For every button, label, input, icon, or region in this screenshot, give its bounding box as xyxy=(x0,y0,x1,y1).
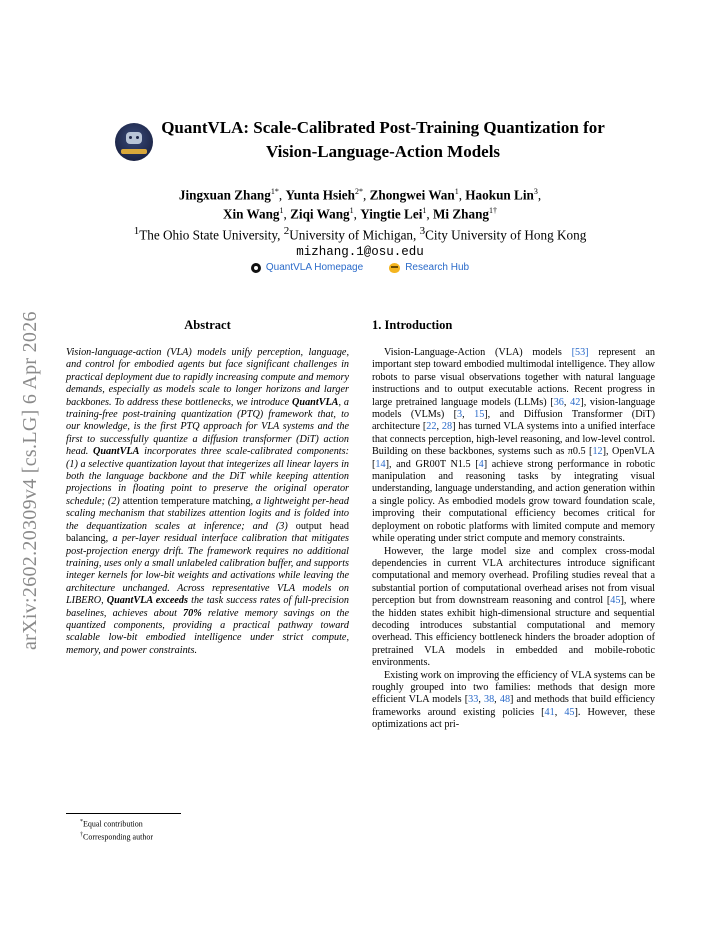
affiliation-mark: 1 xyxy=(133,224,140,237)
paragraph-text: ] and methods that build efficiency frameworks around existing policies [ xyxy=(372,694,656,718)
abstract-text: , a training-free post-training quantization (PTQ) framework that, to our knowledge, is the first PTQ approach for VLA systems and the first to successfully quantize a diffusion transformer (DiT) action head. xyxy=(66,396,349,458)
left-column xyxy=(66,317,349,657)
github-icon xyxy=(251,263,261,273)
paragraph-text: ]. However, these optimizations act pri- xyxy=(372,706,655,731)
footnote-mark: † xyxy=(80,832,83,839)
footnote-text: Equal contribution xyxy=(83,819,143,829)
paragraph-text: ] achieve strong performance in robotic manipulation and reasoning tasks by integrating visual understanding, language understanding, and action generation within a single policy. As embodied models grow toward foundation scale, improving their computational efficiency becomes critical for deployment on robotic platforms with limited compute and memory while operating under strict compute and memory constraints. xyxy=(372,458,656,545)
abstract-text: relative memory savings on the quantized components, providing a practical pathway toward scalable low-bit embodied intelligence under strict compute, memory, and power constraints. xyxy=(66,607,349,656)
paragraph-text: represent an important step toward embodied multimodal intelligence. They allow robots to parse visual observations together with natural language instructions and to output executable actions. Recent progress in large pretrained language models (LLMs) [ xyxy=(372,347,655,408)
arxiv-sidebar xyxy=(10,265,50,650)
paragraph-text: , xyxy=(563,396,571,408)
affiliations: $^1$The Ohio State University, $^2$University of Michigan, $^3$City University of Hong Kong xyxy=(133,224,587,243)
author-name: Yunta Hsieh xyxy=(285,187,355,203)
citation-link[interactable]: 3 xyxy=(457,409,463,421)
paragraph-text: , xyxy=(554,706,565,718)
abstract-text: QuantVLA xyxy=(292,396,339,408)
paragraph-text: ], and GR00T N1.5 [ xyxy=(385,458,479,470)
citation-link[interactable]: 42 xyxy=(570,396,581,408)
author-list xyxy=(60,184,660,223)
citation-link[interactable]: 33 xyxy=(468,694,479,706)
author-affiliation-mark: 1 xyxy=(349,206,354,216)
author-name: Ziqi Wang xyxy=(290,206,350,222)
footnote xyxy=(66,817,349,830)
abstract-text: , a per-layer residual interface calibration that mitigates post-projection energy drift. The framework requires no additional training, uses only a small unlabeled calibration buffer, and supports integer kernels for low-bit weights and activations while leaving the architecture unchanged. Across representative VLA models on LIBERO, xyxy=(66,533,349,607)
citation-link[interactable]: 14 xyxy=(375,458,386,470)
title-line-2: Vision-Language-Action Models xyxy=(265,142,501,161)
affiliation-mark: 2 xyxy=(283,224,290,237)
citation-link[interactable]: 22 xyxy=(426,421,437,433)
contact-email[interactable]: mizhang.1@osu.edu xyxy=(296,245,424,260)
citation-link[interactable]: [53] xyxy=(571,347,589,358)
paragraph-text: , xyxy=(462,409,475,421)
abstract-heading: Abstract xyxy=(184,318,231,332)
paragraph-text: , xyxy=(494,694,500,706)
hugging-face-icon xyxy=(389,263,400,273)
footnotes xyxy=(66,813,349,843)
abstract-text: output head balancing xyxy=(66,520,349,545)
author-name: Mi Zhang xyxy=(432,206,490,222)
author-affiliation-mark: 1 xyxy=(422,206,427,216)
citation-link[interactable]: 12 xyxy=(592,446,603,458)
author-affiliation-mark: 3 xyxy=(533,187,538,196)
research-hub-link[interactable] xyxy=(389,262,469,273)
author-name: Haokun Lin xyxy=(465,187,534,203)
abstract-text: QuantVLA exceeds xyxy=(106,595,188,607)
title-row xyxy=(60,116,660,164)
paragraph-text: , xyxy=(436,421,442,433)
citation-link[interactable]: 41 xyxy=(544,706,555,718)
paragraph-text: However, the large model size and complex cross-modal dependencies in current VLA architectures introduce significant computational and memory overhead. Profiling studies reveal that a substantial portion of computational overhead arises not from visual perception but from downstream reasoning and control [ xyxy=(372,545,655,607)
citation-link[interactable]: 15 xyxy=(474,409,485,421)
paragraph-text: , xyxy=(478,694,484,706)
footnote xyxy=(66,830,349,843)
author-line-2: Xin Wang$^1$, Ziqi Wang$^1$, Yingtie Lei$^1$, Mi Zhang$^{1\dagger}$ xyxy=(222,206,498,222)
abstract-text: Vision-language-action (VLA) models unify perception, language, and control for embodied agents but face significant challenges in practical deployment due to rapidly increasing compute and memory demands, especially as models scale to longer horizons and larger backbones. To address these bottlenecks, we introduce xyxy=(66,347,349,408)
introduction-heading: 1. Introduction xyxy=(372,318,453,332)
project-links xyxy=(60,262,660,273)
citation-link[interactable]: 38 xyxy=(483,694,495,706)
author-name: Zhongwei Wan xyxy=(369,187,455,203)
author-name: Yingtie Lei xyxy=(360,206,423,222)
abstract-text: 70% xyxy=(183,607,202,619)
citation-link[interactable]: 45 xyxy=(564,706,575,718)
introduction-paragraph xyxy=(372,347,655,546)
citation-link[interactable]: 36 xyxy=(553,396,564,408)
introduction-paragraph xyxy=(372,670,655,732)
title-line-1: QuantVLA: Scale-Calibrated Post-Training Quantization for xyxy=(161,118,605,137)
citation-link[interactable]: 28 xyxy=(441,421,453,433)
author-line-1: Jingxuan Zhang$^{1*}$, Yunta Hsieh$^{2*}$, Zhongwei Wan$^1$, Haokun Lin$^3$, xyxy=(178,187,542,203)
quantvla-logo-icon xyxy=(115,123,153,161)
author-affiliation-mark: 1* xyxy=(270,187,279,196)
right-column xyxy=(372,317,655,732)
footnote-text: Corresponding author xyxy=(83,832,153,842)
footnote-mark: * xyxy=(80,819,83,825)
affiliation-name: City University of Hong Kong xyxy=(425,227,587,243)
author-name: Jingxuan Zhang xyxy=(178,187,271,203)
paragraph-text: ], where the hidden states exhibit high-dimensional structure and sequential decoding introduces substantial computational and memory overhead. This efficiency bottleneck hinders the broader adoption of pretrained VLA models in embedded and mobile-robotic environments. xyxy=(372,595,656,669)
abstract-body xyxy=(66,347,349,657)
research-hub-link-label: Research Hub xyxy=(405,262,470,274)
paper-title xyxy=(161,116,605,164)
abstract-text: attention temperature matching xyxy=(122,495,251,507)
author-affiliation-mark: 1 xyxy=(454,187,459,196)
affiliation-mark: 3 xyxy=(419,224,426,237)
affiliation-name: University of Michigan xyxy=(289,227,414,243)
homepage-link-label: QuantVLA Homepage xyxy=(265,262,364,274)
paragraph-text: ], and Diffusion Transformer (DiT) architecture [ xyxy=(372,409,655,433)
citation-link[interactable]: 48 xyxy=(499,694,511,706)
abstract-text: the task success rates of full-precision baselines, achieves about xyxy=(66,595,349,619)
citation-link[interactable]: 45 xyxy=(610,595,621,607)
homepage-link[interactable] xyxy=(251,262,363,273)
author-affiliation-mark: 1† xyxy=(489,206,498,216)
citation-link[interactable]: 4 xyxy=(478,458,484,470)
author-affiliation-mark: 1 xyxy=(279,206,284,216)
paper-header xyxy=(60,116,660,273)
paragraph-text: ], OpenVLA [ xyxy=(372,446,655,470)
introduction-paragraph xyxy=(372,546,655,670)
abstract-text: incorporates three scale-calibrated components: (1) a selective quantization layout that integerizes all linear layers in both the language backbone and the DiT while keeping attention projections in floating point to preserve the original operator schedule; (2) xyxy=(66,446,349,507)
footnote-rule xyxy=(66,813,181,814)
abstract-text: QuantVLA xyxy=(93,446,140,458)
paragraph-text: Existing work on improving the efficiency of VLA systems can be roughly grouped into two families: methods that design more efficient VLA models [ xyxy=(372,669,655,706)
paragraph-text: ], vision-language models (VLMs) [ xyxy=(372,396,655,421)
arxiv-identifier: arXiv:2602.20309v4 [cs.LG] 6 Apr 2026 xyxy=(19,311,41,650)
paragraph-text: ] has turned VLA systems into a unified interface that connects perception, high-level reasoning, and low-level control. Building on these backbones, systems such as π0.5 [ xyxy=(372,421,656,458)
introduction-body xyxy=(372,347,655,732)
author-name: Xin Wang xyxy=(222,206,280,222)
abstract-text: , a lightweight per-head scaling mechanism that stabilizes attention logits and is folded into the dequantization scales at inference; and (3) xyxy=(66,495,349,532)
author-affiliation-mark: 2* xyxy=(354,187,363,196)
affiliation-name: The Ohio State University xyxy=(139,227,278,243)
paragraph-text: Vision-Language-Action (VLA) models xyxy=(384,347,572,358)
